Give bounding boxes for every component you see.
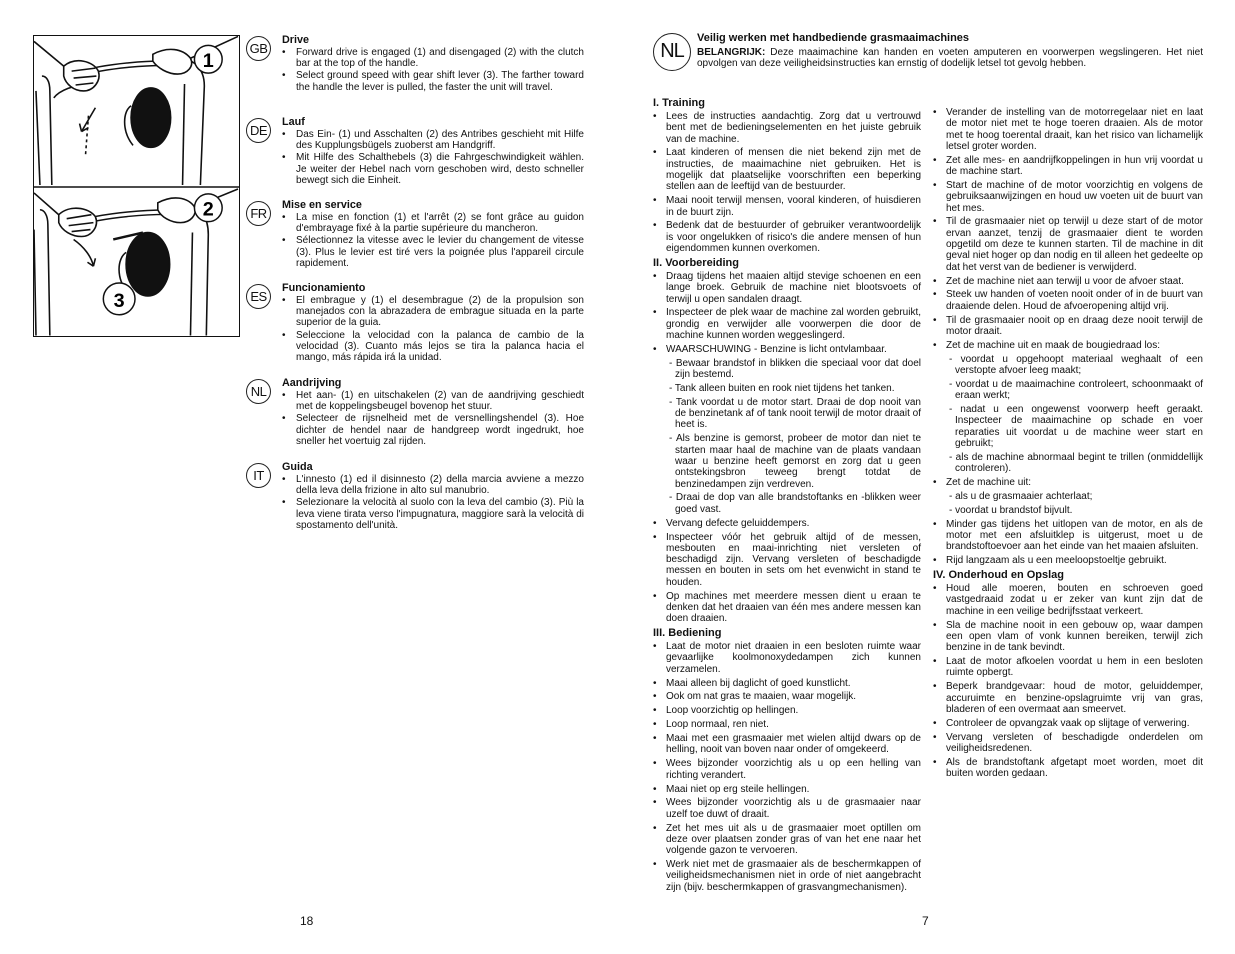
handle-illustration [34, 36, 239, 336]
list-item: - Bewaar brandstof in blikken die speciaal voor dat doel zijn bestemd. [669, 357, 921, 381]
list-item: • Lees de instructies aandachtig. Zorg dat u vertrouwd bent met de bedieningselementen en het juiste gebruik van de machine. [653, 111, 921, 145]
section-title: IV. Onderhoud en Opslag [933, 569, 1065, 582]
list-item: • Mit Hilfe des Schalthebels (3) die Fahrgeschwindigkeit wählen. Je weiter der Hebel nach vorn geschoben wird, desto schneller bewegt sich die Einheit. [282, 152, 584, 186]
list-item: • Vervang versleten of beschadigde onderdelen om veiligheidsredenen. [933, 732, 1203, 755]
list-item: • Seleccione la velocidad con la palanca de cambio de la velocidad (3). Cuanto más lejos se tira la palanca hacia el mango, más rápida irá la unidad. [282, 330, 584, 364]
instruction-list [933, 583, 1203, 779]
list-item: • Zet de machine uit en maak de bougiedraad los: [933, 340, 1203, 351]
list-item: • Maai niet op erg steile hellingen. [653, 784, 921, 795]
list-item: • Maai nooit terwijl mensen, vooral kinderen, of huisdieren in de buurt zijn. [653, 195, 921, 218]
list-item: • Zet alle mes- en aandrijfkoppelingen in hun vrij voordat u de machine start. [933, 155, 1203, 178]
list-item: • Op machines met meerdere messen dient u eraan te denken dat het draaien van één mes andere messen kan doen draaien. [653, 591, 921, 625]
list-item: • Controleer de opvangzak vaak op slijtage of verwering. [933, 718, 1203, 729]
page-number-right: 7 [922, 914, 929, 928]
list-item: • Vervang defecte geluiddempers. [653, 518, 921, 529]
list-item: - voordat u opgehoopt materiaal weghaalt of een verstopte afvoer leeg maakt; [949, 353, 1203, 376]
list-item: • Selezionare la velocità al suolo con la leva del cambio (3). Più la leva viene tirata verso l'impugnatura, maggiore sarà la velocità di spostamento dell'unità. [282, 497, 584, 531]
list-item: • Selecteer de rijsnelheid met de versnellingshendel (3). Hoe dichter de hendel naar de handgreep wordt ingedrukt, hoe sneller het voertuig zal rijden. [282, 413, 584, 447]
section-title: Mise en service [282, 199, 362, 211]
list-item: - als u de grasmaaier achterlaat; [949, 490, 1093, 502]
section-title: Guida [282, 461, 313, 473]
section-title: III. Bediening [653, 627, 722, 640]
list-item: • Bedenk dat de bestuurder of gebruiker verantwoordelijk is voor ongelukken of risico's die andere mensen of hun eigendommen kunnen overkomen. [653, 220, 921, 254]
list-item: - Draai de dop van alle brandstoftanks en -blikken weer goed vast. [669, 492, 921, 515]
bullet-list [282, 390, 584, 447]
list-item: • Ook om nat gras te maaien, waar mogelijk. [653, 691, 921, 702]
list-item: • Inspecteer vóór het gebruik altijd of de messen, mesbouten en maai-inrichting niet versleten of beschadigd zijn. Vervang versleten of beschadigde messen en bouten in sets om het evenwicht in stand te houden. [653, 532, 921, 588]
section-title: Aandrijving [282, 377, 342, 389]
list-item: • Select ground speed with gear shift lever (3). The farther toward the handle the lever is pulled, the faster the unit will travel. [282, 70, 584, 92]
bullet-list [282, 295, 584, 363]
list-item: • Beperk brandgevaar: houd de motor, geluiddemper, accuruimte en benzine-opslagruimte vrij van gras, bladeren of een overmaat aan smeervet. [933, 681, 1203, 715]
list-item: • Loop normaal, ren niet. [653, 719, 921, 730]
safety-header [697, 32, 1203, 70]
intro-label: BELANGRIJK: [697, 47, 766, 58]
section-fr [246, 199, 586, 270]
instruction-list [653, 111, 921, 254]
bullet-list [282, 212, 584, 269]
callout-1 [194, 45, 222, 73]
list-item: • Forward drive is engaged (1) and disengaged (2) with the clutch bar at the top of the handle. [282, 47, 584, 69]
bullet-list [282, 47, 584, 93]
bullet-list [282, 474, 584, 531]
section-de [246, 116, 586, 187]
list-item: • WAARSCHUWING - Benzine is licht ontvlambaar. [653, 344, 921, 355]
column-right [933, 107, 1203, 782]
list-item: • Inspecteer de plek waar de machine zal worden gebruikt, grondig en verwijder alle voorwerpen die door de machine kunnen worden weggeslingerd. [653, 307, 921, 341]
list-item: • Das Ein- (1) und Asschalten (2) des Antribes geschieht mit Hilfe des Kupplungsbügels zuoberst am Handgriff. [282, 129, 584, 151]
list-item: • Houd alle moeren, bouten en schroeven goed vastgedraaid zodat u er zeker van kunt zijn dat de machine in een veilige bedrijfsstaat verkeert. [933, 583, 1203, 617]
lang-badge-nl: NL [653, 33, 691, 71]
list-item: • Zet de machine uit: [933, 477, 1203, 488]
list-item: • Maai alleen bij daglicht of goed kunstlicht. [653, 678, 921, 689]
callout-3 [103, 283, 135, 315]
list-item: • Draag tijdens het maaien altijd stevige schoenen en een lange broek. Gebruik de machine niet blootsvoets of terwijl u open sandalen draagt. [653, 271, 921, 305]
page-number-left: 18 [300, 914, 314, 928]
list-item: • El embrague y (1) el desembrague (2) de la propulsion son manejados con la abrazadera de embrague situada en la parte superior de la guia. [282, 295, 584, 329]
section-title: II. Voorbereiding [653, 256, 739, 269]
list-item: • Til de grasmaaier nooit op en draag deze nooit terwijl de motor draait. [933, 315, 1203, 338]
list-item: • Zet de machine niet aan terwijl u voor de afvoer staat. [933, 276, 1203, 287]
lang-badge: IT [246, 463, 271, 488]
list-item: • Til de grasmaaier niet op terwijl u deze start of de motor ervan aanzet, tenzij de grasmaaier dient te worden opgetild om deze te kunnen starten. Til de machine in dit geval niet hoger op dan nodig en til alleen het gedeelte op dat het verst van de bediener is verwijderd. [933, 216, 1203, 272]
list-item: • Wees bijzonder voorzichtig als u de grasmaaier naar uzelf toe duwt of draait. [653, 797, 921, 820]
list-item: • Laat de motor niet draaien in een besloten ruimte waar gevaarlijke koolmonoxydedampen zich kunnen verzamelen. [653, 641, 921, 675]
list-item: • La mise en fonction (1) et l'arrêt (2) se font grâce au guidon d'embrayage fixé à la partie supérieure du mancheron. [282, 212, 584, 234]
section-nl [246, 377, 586, 448]
list-item: - Tank voordat u de motor start. Draai de dop nooit van de benzinetank af of tank nooit terwijl de motor draait of heet is. [669, 396, 921, 431]
list-item: • Minder gas tijdens het uitlopen van de motor, en als de motor met een afsluitklep is uitgerust, moet u de brandstoftoevoer aan het einde van het maaien afsluiten. [933, 519, 1203, 553]
list-item: - voordat u brandstof bijvult. [949, 504, 1073, 516]
list-item: • Loop voorzichtig op hellingen. [653, 705, 921, 716]
svg-text:2: 2 [202, 198, 214, 221]
list-item: • Maai met een grasmaaier met wielen altijd dwars op de helling, nooit van boven naar onder of omgekeerd. [653, 733, 921, 756]
section-title: I. Training [653, 97, 705, 109]
list-item: • Werk niet met de grasmaaier als de beschermkappen of veiligheidsmechanismen niet in orde of niet aangebracht zijn (bijv. beschermkappen of grasvangmechanismen). [653, 859, 921, 893]
instruction-list [933, 107, 1203, 566]
instruction-figure [33, 35, 240, 337]
section-es [246, 282, 586, 364]
lang-badge: GB [246, 36, 271, 61]
svg-text:3: 3 [113, 289, 125, 312]
list-item: - nadat u een ongewenst voorwerp heeft geraakt. Inspecteer de maaimachine op schade en voer reparaties uit voordat u de machine weer start en gebruikt; [949, 404, 1203, 449]
list-item: • Het aan- (1) en uitschakelen (2) van de aandrijving geschiedt met de koppelingsbeugel bovenop het stuur. [282, 390, 584, 412]
intro-paragraph [697, 47, 1203, 70]
list-item: • Verander de instelling van de motorregelaar niet en laat de motor niet met te hoge toeren draaien. Als de motor met te hoog toerental draait, kan het risico van lichamelijk letsel groter worden. [933, 107, 1203, 152]
lang-badge: DE [246, 118, 271, 143]
instruction-list [653, 641, 921, 893]
callout-2 [194, 194, 222, 222]
list-item: • Laat de motor afkoelen voordat u hem in een besloten ruimte opbergt. [933, 656, 1203, 679]
section-title: Funcionamiento [282, 282, 366, 294]
list-item: • Laat kinderen of mensen die niet bekend zijn met de instructies, de maaimachine niet gebruiken. Het is mogelijk dat plaatselijke voorschriften een beperking stellen aan de leeftijd van de bestuurder. [653, 147, 921, 192]
list-item: • Zet het mes uit als u de grasmaaier moet optillen om deze over plaatsen zonder gras of van het ene naar het volgende gazon te vervoeren. [653, 823, 921, 857]
list-item: • Als de brandstoftank afgetapt moet worden, moet dit buiten worden gedaan. [933, 757, 1203, 780]
list-item: - Tank alleen buiten en rook niet tijdens het tanken. [669, 382, 895, 394]
list-item: • L'innesto (1) ed il disinnesto (2) della marcia avviene a mezzo della leva della frizione in alto sul manubrio. [282, 474, 584, 496]
bullet-list [282, 129, 584, 186]
section-it [246, 461, 586, 532]
list-item: • Sélectionnez la vitesse avec le levier du changement de vitesse (3). Plus le levier est tiré vers la poignée plus l'appareil circule rapidement. [282, 235, 584, 269]
section-title: Drive [282, 34, 310, 46]
list-item: • Wees bijzonder voorzichtig als u op een helling van richting verandert. [653, 758, 921, 781]
lang-badge: ES [246, 284, 271, 309]
list-item: - als de machine abnormaal begint te trillen (onmiddellijk controleren). [949, 451, 1203, 475]
lang-badge: NL [246, 379, 271, 404]
list-item: • Sla de machine nooit in een gebouw op, waar dampen een open vlam of vonk kunnen bereiken, terwijl zich benzine in de tank bevindt. [933, 620, 1203, 654]
list-item: • Steek uw handen of voeten nooit onder of in de buurt van draaiende delen. Houd de afvoeropening altijd vrij. [933, 289, 1203, 312]
column-left [653, 95, 921, 896]
list-item: • Rijd langzaam als u een meeloopstoeltje gebruikt. [933, 555, 1203, 566]
list-item: • Start de machine of de motor voorzichtig en volgens de gebruiksaanwijzingen en houd uw voeten uit de buurt van het mes. [933, 180, 1203, 214]
list-item: - voordat u de maaimachine controleert, schoonmaakt of eraan werkt; [949, 378, 1203, 402]
intro-text: Deze maaimachine kan handen en voeten amputeren en voorwerpen wegslingeren. Het niet opvolgen van deze veiligheidsinstructies kan ernstig of dodelijk letsel tot gevolg hebben. [697, 47, 1203, 70]
section-gb [246, 34, 586, 94]
instruction-list [653, 271, 921, 625]
svg-text:1: 1 [202, 50, 214, 73]
page-title: Veilig werken met handbediende grasmaaimachines [697, 32, 970, 44]
list-item: - Als benzine is gemorst, probeer de motor dan niet te starten maar haal de machine van de plaats vandaan waar u benzine heeft gemorst en zorg dat u geen ontstekingsbron teweeg brengt totdat de benzinedampen zijn verdreven. [669, 433, 921, 490]
lang-badge: FR [246, 201, 271, 226]
section-title: Lauf [282, 116, 305, 128]
